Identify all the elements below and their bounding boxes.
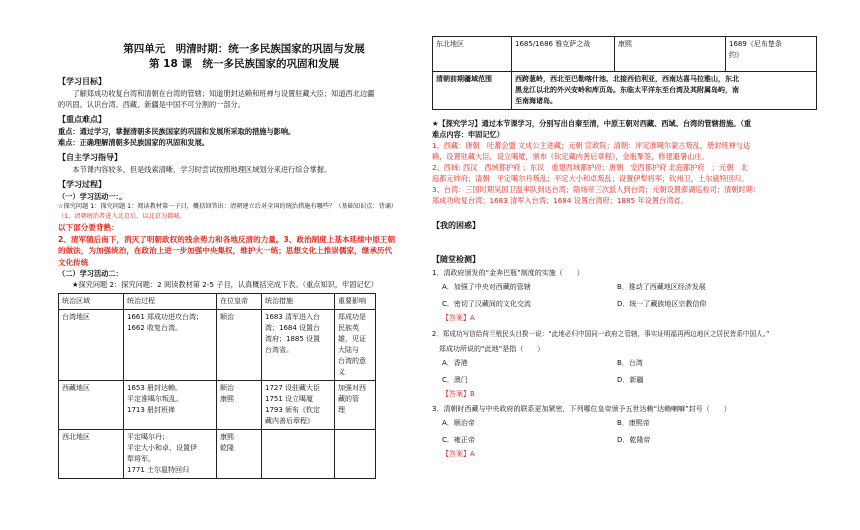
answer-line: 3、台湾：三国时期吴国卫温率队到达台湾；隋炀帝三次派人到台湾；元朝设置澎湖巡检司；清朝时期： — [432, 185, 761, 194]
measure-cell — [726, 37, 817, 72]
cell-line: 约》 — [729, 51, 743, 59]
table-header: 重要影响 — [335, 294, 376, 310]
rule-table — [58, 293, 376, 479]
cell-line: 1771 土尔扈特回归 — [127, 466, 190, 474]
question-2-line-1: 2．郑成功写信给荷兰殖民头目揆一说：“此地必归中国同一政府之管辖，事实证明福再两边地区之居民皆系中国人。” — [432, 330, 770, 338]
option: B．台湾 — [617, 359, 643, 367]
cell-line: 康熙 — [220, 433, 234, 441]
answer-line: 庭都元帅府；清朝 平定噶尔丹叛乱；平定大小和卓叛乱；设置伊犁将军；钦州卫，土尔扈特回归。 — [432, 174, 749, 183]
option: A．加强了中央对西藏的管辖 — [442, 283, 531, 291]
cell-line: 雄，见证大陆与 — [338, 335, 366, 354]
cell-line: 黑龙江以北的外兴安岭和库页岛。东临太平洋东至台湾及其附属岛屿，南 — [515, 86, 739, 94]
inquiry-2: ★探究问题 2：探究问题：2 阅读教材第 2-5 子目，认真概括完成下表。（重点知识，牢固记忆） — [72, 280, 378, 289]
cell-line: 顺治 — [220, 384, 234, 392]
key-difficulty-heading: 【重点难点】 — [58, 115, 106, 124]
region-cell: 西北地区 — [59, 430, 124, 479]
option: D．新疆 — [617, 376, 644, 384]
question-2-line-2: 郑成功所说的“此地”是指（ ） — [432, 345, 545, 353]
region-cell: 清朝前期疆域范围 — [433, 72, 512, 110]
key-point: 重点：通过学习，掌握清朝多民族国家的巩固和发展所采取的措施与影响。 — [58, 127, 296, 136]
question-3: 3．清朝时西藏与中央政府的联系更加紧密，下列哪位皇帝颁予五世达赖“达赖喇嘛”封号（ ） — [432, 405, 731, 413]
difficulty-point: 难点：正确理解清朝多民族国家的巩固和发展。 — [58, 138, 209, 147]
question-1-options — [432, 282, 817, 310]
process-cell — [124, 310, 217, 381]
option: B．推动了西藏地区经济发展 — [617, 283, 706, 291]
cell-line: 1751 设立噶厦 — [265, 395, 314, 403]
cell-line: 1793 颁布《钦定 — [265, 406, 321, 414]
cell-line: 平定准噶尔叛乱。 — [127, 395, 183, 403]
red-paragraph-line-1: 2、清军随后南下，消灭了明朝政权的残余势力和各地反清的力量。3、政治制度上基本延续中原王朝 — [58, 234, 396, 244]
emperor-cell — [217, 381, 262, 430]
cell-line: 1713 册封班禅 — [127, 406, 176, 414]
table-header: 统治措施 — [262, 294, 335, 310]
cell-line: 1683 清军进入台 — [265, 313, 321, 321]
inquiry-3-line-2: 难点内容：牢固记忆） — [432, 130, 504, 139]
cell-line: 1661 郑成功进攻台湾； — [127, 313, 204, 321]
answer-line: 赖，设置驻藏大臣，设立噶厦，颁布《钦定藏内善后章程》，金瓶掣签，修建避暑山庄。 — [432, 152, 709, 161]
guide-heading: 【自主学习指导】 — [58, 153, 122, 162]
table-header: 统治过程 — [124, 294, 217, 310]
cell-line: 西跨葱岭，西北至巴勒喀什池、北接西伯利亚，西南达喜马拉雅山，东北 — [515, 75, 739, 83]
question-2-options — [432, 358, 817, 386]
option: C．密切了汉藏间的文化交流 — [442, 300, 531, 308]
lesson-title: 第 18 课 统一多民族国家的巩固和发展 — [149, 58, 339, 70]
cell-line: 平定大小和卓，设置伊 — [127, 444, 197, 452]
memorize-note: 以下部分要背熟： — [58, 223, 119, 232]
emperor-cell — [217, 430, 262, 479]
option: A．顺治帝 — [442, 419, 475, 427]
activity-2: （二）学习活动二： — [58, 269, 123, 278]
cell-line: 平定噶尔丹； — [127, 433, 169, 441]
cell-line: 湾府；1885 设置 — [265, 335, 321, 343]
cell-line: 至南海诸岛。 — [515, 97, 557, 105]
option: C．雍正帝 — [442, 436, 475, 444]
impact-cell — [335, 310, 376, 381]
option: D．乾隆帝 — [617, 436, 651, 444]
cell-line: 犁将军。 — [127, 455, 155, 463]
measure-cell — [262, 310, 335, 381]
territory-cell — [512, 72, 817, 110]
inquiry-1: ☆探究问题 1：探究问题 1：阅读教材第一子目，概括回答出：清朝建立后对全国的统治措施有哪些？（基础知识点：背诵） — [58, 203, 398, 210]
region-cell: 西藏地区 — [59, 381, 124, 430]
table-row — [433, 37, 817, 72]
guide-text: 本节课内容较多，但是线索清晰，学习时尝试按照地理区域划分来进行综合掌握。 — [58, 165, 332, 174]
table-row — [59, 381, 376, 430]
answer-line: 郑成功收复台湾；1683 清军入台湾；1684 设置台湾府；1885 年设置台湾省。 — [432, 196, 688, 205]
measure-cell — [262, 381, 335, 430]
question-3-options — [432, 418, 817, 446]
emperor-cell: 康熙 — [615, 37, 726, 72]
cell-line: 1653 册封达赖。 — [127, 384, 183, 392]
answer-2: 【答案】B — [442, 390, 475, 398]
cell-line: 康熙 — [220, 395, 234, 403]
cell-line: 加强对西藏的管 — [338, 384, 366, 403]
learning-goal-line-2: 的巩固。认识台湾、西藏、新疆是中国不可分割的一部分。 — [58, 100, 245, 109]
cell-line: 台湾的意义 — [338, 357, 366, 376]
impact-cell — [335, 430, 376, 479]
right-column — [432, 36, 817, 459]
unit-title: 第四单元 明清时期：统一多民族国家的巩固与发展 — [123, 43, 365, 55]
continued-table — [432, 36, 817, 110]
table-row — [433, 72, 817, 110]
cell-line: 1727 设驻藏大臣 — [265, 384, 321, 392]
answer-3: 【答案】A — [442, 450, 475, 458]
option: D．统一了藏族地区宗教信仰 — [617, 300, 707, 308]
learning-goal-heading: 【学习目标】 — [58, 77, 106, 86]
cell-line: 藏内善后章程》 — [265, 417, 314, 425]
doubt-heading: 【我的困惑】 — [432, 221, 480, 230]
cell-line: 顺治 — [220, 313, 234, 321]
cell-line: 1662 收复台湾。 — [127, 324, 183, 332]
table-row — [59, 430, 376, 479]
table-row — [59, 310, 376, 381]
cell-line: 乾隆 — [220, 444, 234, 452]
measure-cell — [262, 430, 335, 479]
cell-line: 湾；1684 设置台 — [265, 324, 321, 332]
answer-line: 1、西藏：唐朝 吐蕃会盟 文成公主进藏；元朝 宣政院；清朝：评定准噶尔蒙古叛乱，册封班禅与达 — [432, 141, 751, 150]
inquiry-3-line-1: ★【探究学习】通过本节课学习，分别写出自秦至清，中原王朝对西藏、西域、台湾的管辖措施。（重 — [432, 119, 752, 128]
option: C．澳门 — [442, 376, 468, 384]
process-heading: 【学习过程】 — [58, 180, 106, 189]
answer-line: 2、西域: 西汉 西域都护府 ；东汉 重建西域都护府；唐朝 安西都护府 北庭都护府 ；元朝 北 — [432, 163, 748, 172]
option: B．康熙帝 — [617, 419, 650, 427]
option: A．香港 — [442, 359, 468, 367]
cell-line: 郑成功是民族英 — [338, 313, 366, 332]
cell-line: 理 — [338, 406, 345, 414]
table-header: 统治区域 — [59, 294, 124, 310]
red-paragraph-line-3: 文化传统 — [58, 257, 89, 267]
region-cell: 东北地区 — [433, 37, 512, 72]
impact-cell — [335, 381, 376, 430]
process-cell — [124, 381, 217, 430]
learning-goal-line-1: 了解郑成功收复台湾和清朝在台湾的管辖；知道册封达赖和班禅与设置驻藏大臣；知道西北边疆 — [58, 89, 375, 98]
answer-1: 【答案】A — [442, 314, 475, 322]
check-heading: 【随堂检测】 — [432, 255, 480, 264]
cell-line: 1689《尼布楚条 — [729, 40, 782, 48]
inquiry-1-answer: （1、清朝统治者进入北京后，以北京为都城。 — [58, 213, 186, 220]
red-paragraph-line-2: 的做法，为加强统治，在政治上进一步加强中央集权，维护大一统；思想文化上推崇儒家，继承历代 — [58, 246, 393, 255]
activity-1: （一）学习活动一：。 — [58, 192, 127, 201]
process-cell — [124, 430, 217, 479]
question-1: 1．清政府颁发的“金奔巴瓶”制度的实施（ ） — [432, 269, 584, 277]
cell-line: 台湾省。 — [265, 346, 293, 354]
emperor-cell — [217, 310, 262, 381]
region-cell: 台湾地区 — [59, 310, 124, 381]
table-header: 在位皇帝 — [217, 294, 262, 310]
left-column — [58, 42, 430, 479]
process-cell: 1685/1686 雅克萨之战 — [512, 37, 615, 72]
